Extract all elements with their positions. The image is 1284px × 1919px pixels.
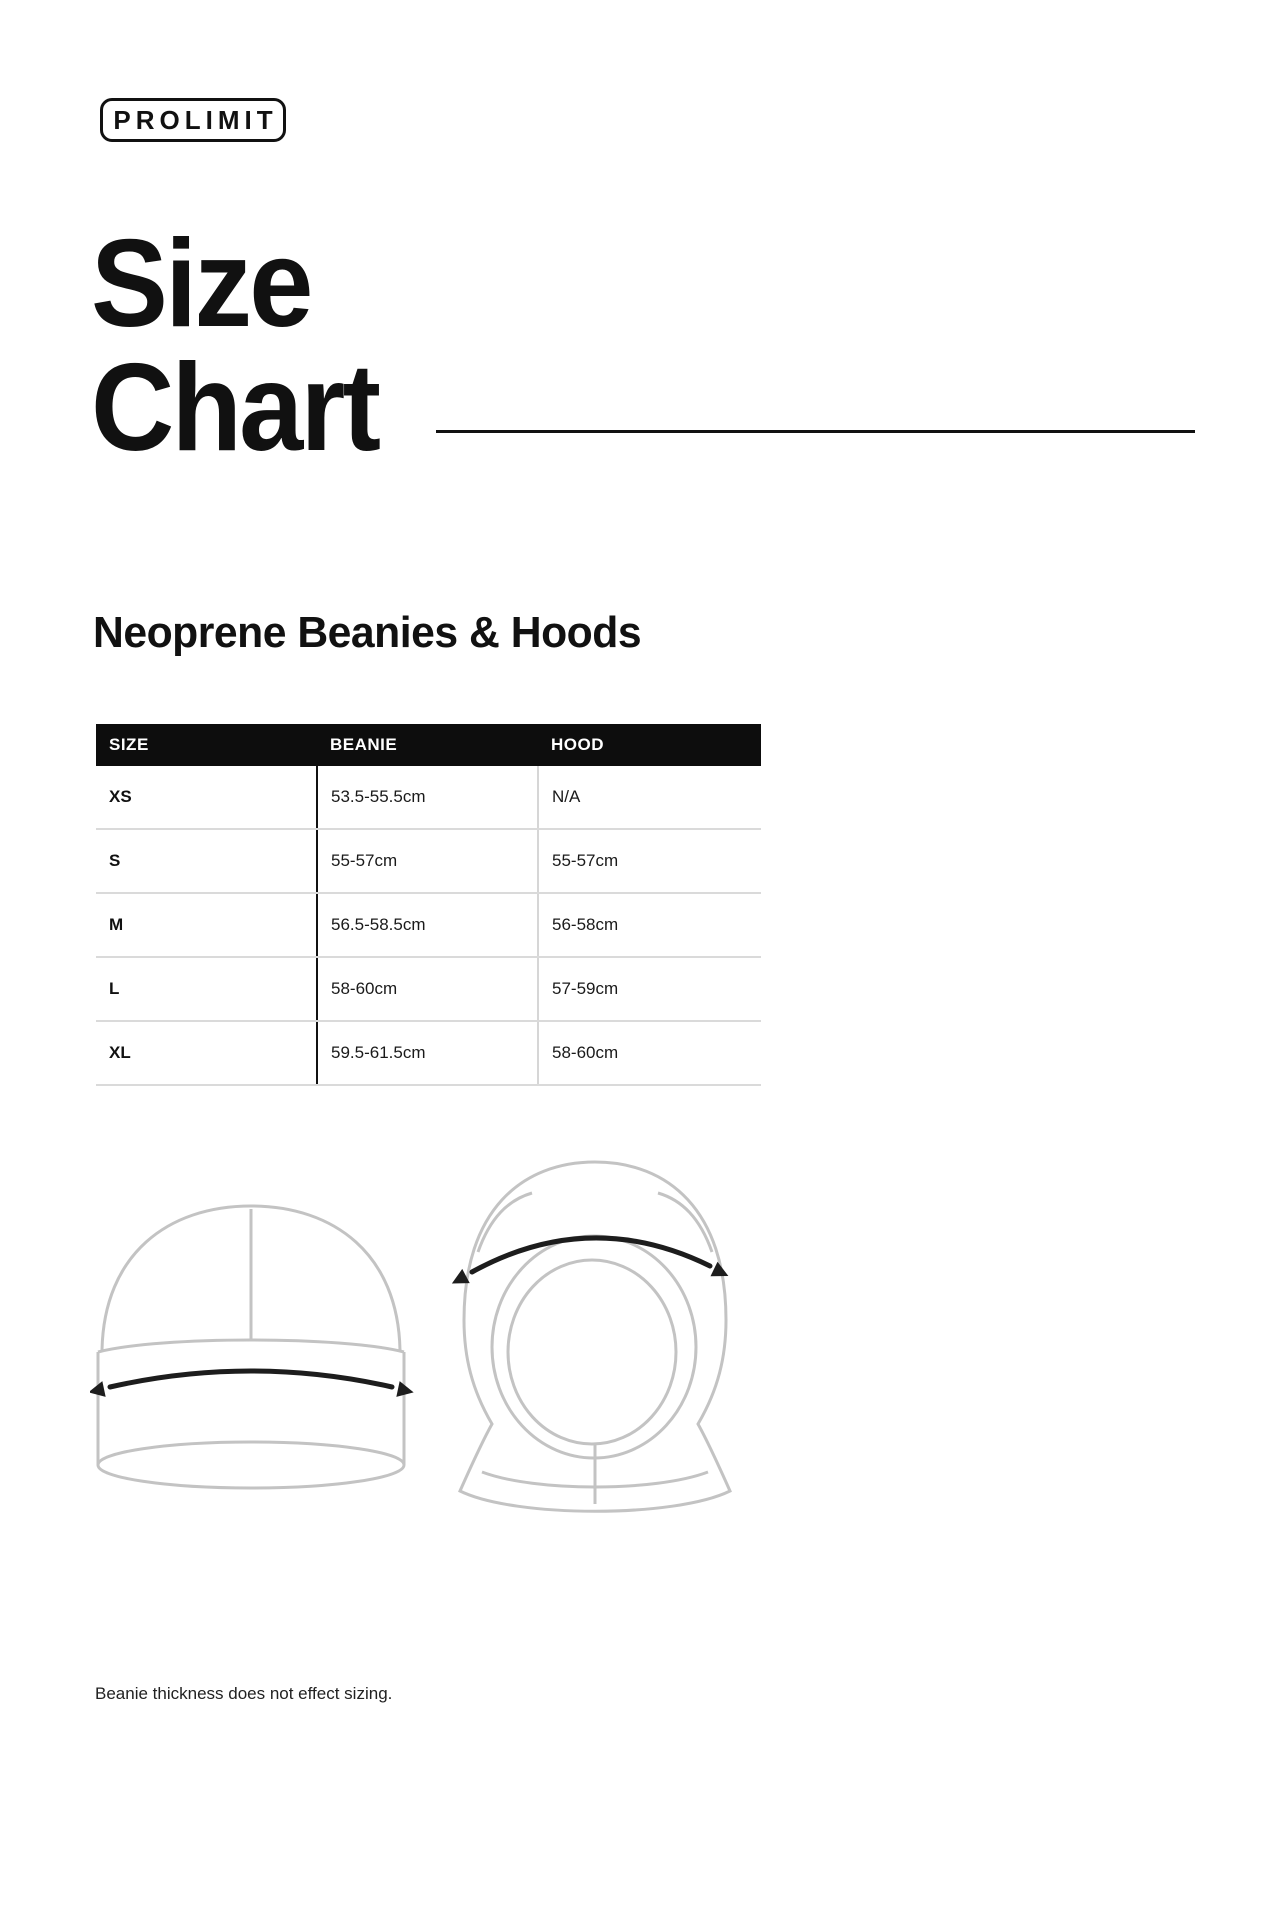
size-cell: M xyxy=(96,893,317,957)
hood-diagram xyxy=(450,1152,740,1527)
table-row xyxy=(96,829,761,893)
beanie-cell: 59.5-61.5cm xyxy=(317,1021,538,1085)
section-title: Neoprene Beanies & Hoods xyxy=(93,608,642,657)
size-cell: L xyxy=(96,957,317,1021)
page-title-line2: Chart xyxy=(91,339,379,477)
column-header-size: SIZE xyxy=(96,724,317,766)
prolimit-logo-text: PROLIMIT xyxy=(113,104,278,135)
table-header-row xyxy=(96,724,761,766)
hood-cell: N/A xyxy=(538,766,761,829)
hood-cell: 57-59cm xyxy=(538,957,761,1021)
hood-cell: 55-57cm xyxy=(538,829,761,893)
beanie-cell: 58-60cm xyxy=(317,957,538,1021)
hood-cell: 56-58cm xyxy=(538,893,761,957)
beanie-circumference-diagram-icon xyxy=(90,1192,415,1497)
footer-note: Beanie thickness does not effect sizing. xyxy=(95,1684,393,1703)
beanie-cell: 55-57cm xyxy=(317,829,538,893)
measurement-arrow xyxy=(90,1371,415,1400)
beanie-diagram xyxy=(90,1192,415,1497)
size-cell: XL xyxy=(96,1021,317,1085)
table-row xyxy=(96,957,761,1021)
prolimit-logo xyxy=(100,98,286,142)
beanie-cell: 53.5-55.5cm xyxy=(317,766,538,829)
table-row xyxy=(96,1021,761,1085)
size-cell: XS xyxy=(96,766,317,829)
hood-circumference-diagram-icon xyxy=(450,1152,740,1527)
table-row xyxy=(96,766,761,829)
size-table xyxy=(96,724,761,1086)
size-table-grid xyxy=(96,724,761,1086)
table-row xyxy=(96,893,761,957)
column-header-beanie: BEANIE xyxy=(317,724,538,766)
beanie-cell: 56.5-58.5cm xyxy=(317,893,538,957)
hood-cell: 58-60cm xyxy=(538,1021,761,1085)
column-header-hood: HOOD xyxy=(538,724,761,766)
measurement-arrow xyxy=(450,1238,732,1291)
title-rule xyxy=(436,430,1195,433)
page-title xyxy=(91,215,379,477)
size-cell: S xyxy=(96,829,317,893)
page-title-line1: Size xyxy=(91,215,311,353)
